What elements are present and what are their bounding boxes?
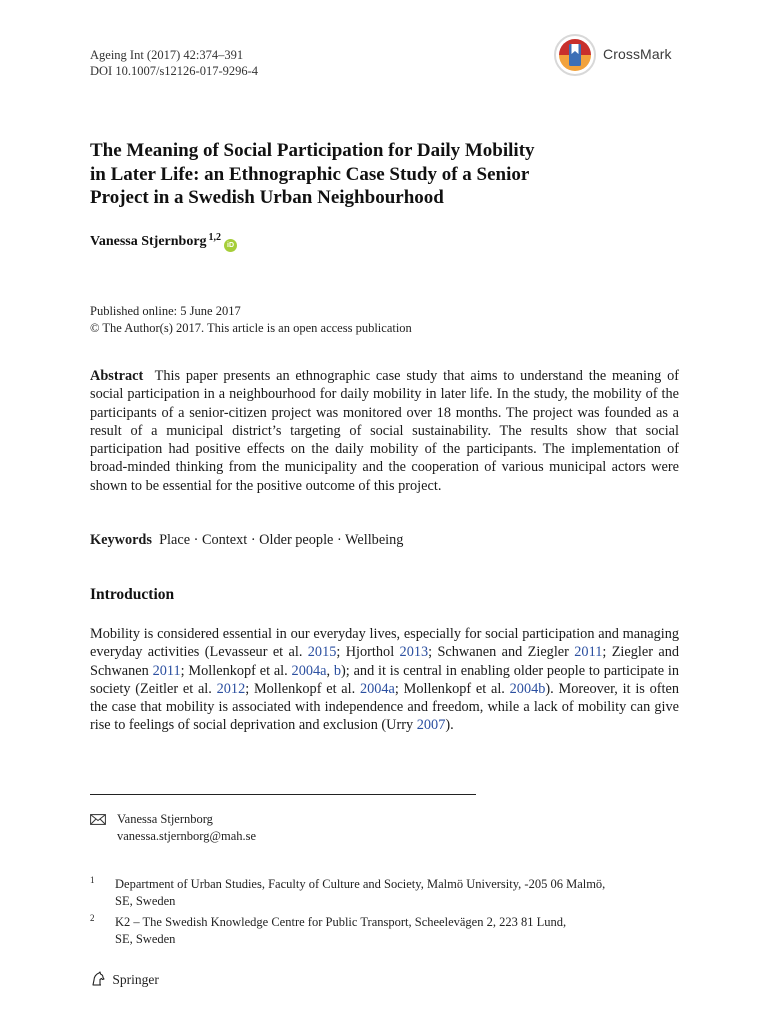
keywords [90, 531, 679, 549]
envelope-icon [90, 814, 106, 825]
crossmark-icon [553, 33, 597, 77]
corresponding-author [90, 811, 256, 845]
citation-link[interactable]: 2015 [307, 644, 337, 661]
intro-text: ); and it is central in enabling older people to participate in society (Zeitler et al. [90, 662, 680, 697]
citation-link[interactable]: 2013 [399, 644, 429, 661]
intro-text: , [326, 662, 334, 679]
title-line: in Later Life: an Ethnographic Case Study of a Senior [90, 163, 530, 185]
article-title [90, 139, 690, 210]
crossmark-badge[interactable] [553, 33, 713, 77]
intro-text: ; Mollenkopf et al. [394, 680, 510, 697]
citation-link[interactable]: 2011 [574, 644, 603, 661]
intro-text: ; Mollenkopf et al. [180, 662, 292, 679]
title-line: Project in a Swedish Urban Neighbourhood [90, 187, 444, 208]
abstract [90, 367, 679, 495]
affiliation-line: Department of Urban Studies, Faculty of Culture and Society, Malmö University, -205 06 Malmö, [115, 877, 606, 891]
affiliation-number: 1 [90, 875, 95, 885]
contact-email[interactable]: vanessa.stjernborg@mah.se [117, 829, 257, 843]
publisher-name: Springer [112, 972, 159, 987]
orcid-icon[interactable]: iD [224, 239, 237, 252]
affiliation [90, 876, 685, 909]
journal-citation [90, 47, 258, 79]
keywords-label: Keywords [90, 532, 152, 548]
contact-name: Vanessa Stjernborg [117, 812, 213, 826]
section-heading: Introduction [90, 586, 175, 603]
publication-info [90, 303, 412, 336]
crossmark-label: CrossMark [603, 46, 672, 62]
intro-text: ; Ziegler and Schwanen [90, 644, 679, 679]
copyright-notice: © The Author(s) 2017. This article is an open access publication [90, 320, 412, 335]
citation-link[interactable]: 2012 [216, 680, 246, 697]
citation-link[interactable]: 2011 [152, 662, 181, 679]
footnote-divider [90, 794, 476, 795]
citation-link[interactable]: 2004a [359, 680, 395, 697]
affiliation-line: K2 – The Swedish Knowledge Centre for Public Transport, Scheelevägen 2, 223 81 Lund, [115, 915, 567, 929]
author-name: Vanessa Stjernborg [90, 234, 207, 249]
citation-link[interactable]: 2004b [509, 680, 546, 697]
affiliation-line: SE, Sweden [115, 931, 176, 946]
journal-line: Ageing Int (2017) 42:374–391 [90, 48, 244, 62]
title-line: The Meaning of Social Participation for Daily Mobility [90, 140, 535, 161]
intro-text: ; Schwanen and Ziegler [428, 644, 575, 661]
springer-horse-icon [90, 971, 106, 987]
abstract-text: This paper presents an ethnographic case study that aims to understand the meaning of social participation in a neighbourhood for daily mobility in later life. In the study, the mobility of the participants of a senior-citizen project was monitored over 18 months. The project was founded as a result of a municipal district’s targeting of social sustainability. The results show that social participation had positive effects on the daily mobility of the participants. The implementation of broad-minded thinking from the municipality and the cooperation of various municipal actors were shown to be essential for the positive outcome of this project. [90, 368, 679, 494]
intro-text: ). [445, 717, 454, 734]
intro-text: ; Hjorthol [336, 644, 400, 661]
author-line [90, 232, 237, 252]
introduction-paragraph [90, 625, 679, 735]
publisher-logo [90, 971, 159, 988]
intro-text: Mobility is considered essential in our everyday lives, especially for social participation and managing everyday activities (Levasseur et al. [90, 626, 679, 661]
affiliation-line: SE, Sweden [115, 893, 176, 908]
intro-text: ; Mollenkopf et al. [245, 680, 360, 697]
citation-link[interactable]: 2007 [416, 717, 446, 734]
affiliation [90, 914, 685, 947]
keywords-text: Place · Context · Older people · Wellbeing [159, 532, 404, 548]
citation-link[interactable]: 2004a [291, 662, 327, 679]
author-affiliation-marks: 1,2 [208, 232, 222, 243]
affiliation-number: 2 [90, 913, 95, 923]
abstract-label: Abstract [90, 368, 144, 384]
doi-line: DOI 10.1007/s12126-017-9296-4 [90, 64, 259, 78]
citation-link[interactable]: b [333, 662, 342, 679]
published-date: Published online: 5 June 2017 [90, 304, 241, 318]
intro-text: ). Moreover, it is often the case that mobility is associated with independence and freedom, while a lack of mobility can give rise to feelings of social deprivation and exclusion (Urry [90, 680, 679, 734]
